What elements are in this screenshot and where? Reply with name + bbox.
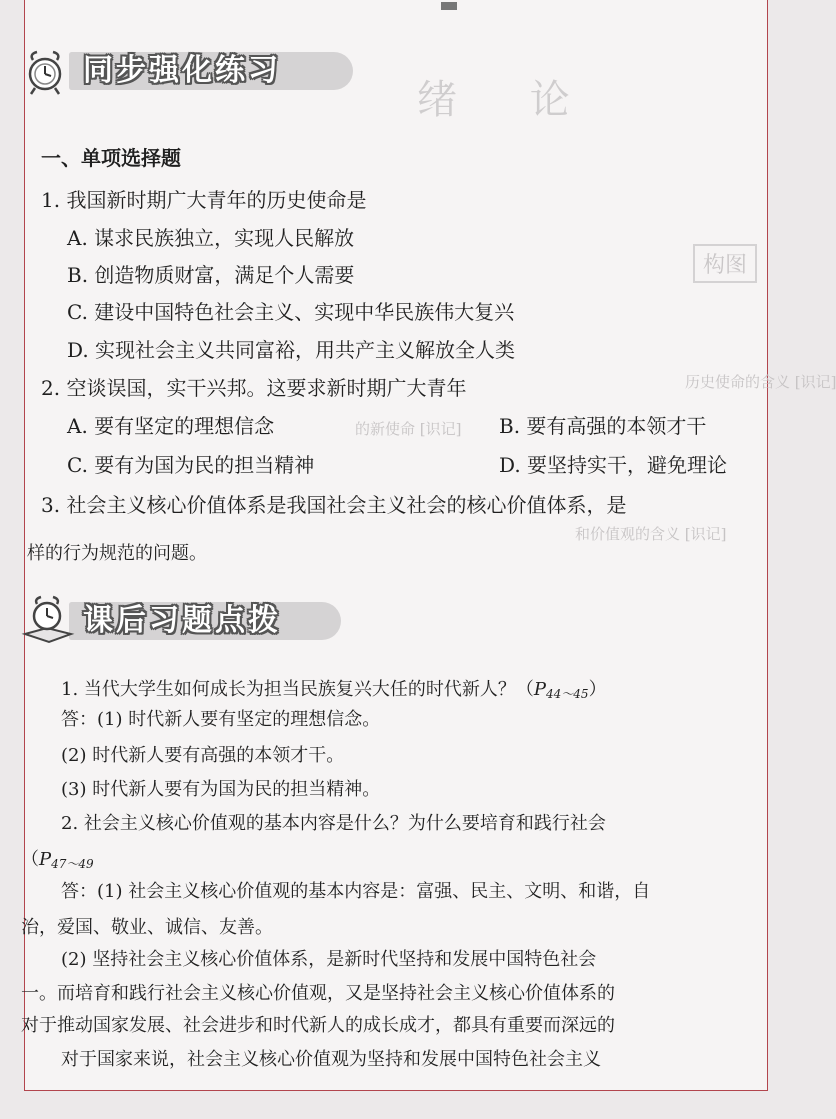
question-2-option-c: C. 要有为国为民的担当精神 (67, 453, 315, 477)
answer-q1-intro: 答：(1) 时代新人要有坚定的理想信念。 (61, 709, 381, 730)
section-banner-exercise-tips (25, 594, 355, 646)
question-1-stem: 1. 我国新时期广大青年的历史使命是 (41, 188, 367, 212)
page-ref-1-p: P (533, 679, 547, 700)
section-heading-single-choice: 一、单项选择题 (41, 146, 181, 170)
section-banner-practice (25, 44, 365, 96)
answer-q1-point-3: (3) 时代新人要有为国为民的担当精神。 (61, 779, 381, 800)
answer-q2-point-2-cont-2: 对于推动国家发展、社会进步和时代新人的成长成才，都具有重要而深远的 (21, 1015, 615, 1036)
ghost-map-label: 构图 (693, 244, 757, 283)
question-2-option-a: A. 要有坚定的理想信念 (67, 414, 275, 438)
question-1-option-a: A. 谋求民族独立，实现人民解放 (67, 226, 355, 250)
ghost-title: 绪 论 (417, 77, 600, 123)
question-3-stem: 3. 社会主义核心价值体系是我国社会主义社会的核心价值体系，是 (41, 493, 627, 517)
question-1-option-b: B. 创造物质财富，满足个人需要 (67, 263, 355, 287)
question-3-continuation: 样的行为规范的问题。 (27, 543, 207, 564)
question-1-option-c: C. 建设中国特色社会主义、实现中华民族伟大复兴 (67, 300, 515, 324)
alarm-clock-icon (23, 44, 73, 96)
exercise-tips-banner-title: 课后习题点拨 (83, 603, 281, 638)
question-1-option-d: D. 实现社会主义共同富裕，用共产主义解放全人类 (67, 338, 516, 362)
answer-q2-point-2: (2) 坚持社会主义核心价值体系，是新时代坚持和发展中国特色社会 (61, 949, 597, 970)
textbook-page (21, 0, 836, 1091)
page-ref-1-close: ） (588, 679, 607, 700)
practice-banner-title: 同步强化练习 (83, 53, 281, 88)
answer-q2-point-1-cont: 治，爱国、敬业、诚信、友善。 (21, 917, 273, 938)
clock-on-book-icon (23, 594, 73, 646)
answer-q2-point-1: 答：(1) 社会主义核心价值观的基本内容是：富强、民主、文明、和谐，自 (61, 881, 651, 902)
question-2-option-d: D. 要坚持实干，避免理论 (499, 453, 728, 477)
page-ref-2: （$P_{47\sim 49}$ (21, 849, 94, 871)
question-2-stem: 2. 空谈误国，实干兴邦。这要求新时期广大青年 (41, 376, 467, 400)
answer-q1-question: 1. 当代大学生如何成长为担当民族复兴大任的时代新人？$(P_{44\sim 45})$ (61, 679, 607, 701)
answer-q2-point-2-cont-1: 一。而培育和践行社会主义核心价值观，又是坚持社会主义核心价值体系的 (21, 983, 615, 1004)
page-ref-1-pages: 44～45 (546, 687, 589, 701)
page-top-mark (441, 2, 457, 10)
answer-q2-point-2-cont-3: 对于国家来说，社会主义核心价值观为坚持和发展中国特色社会主义 (61, 1049, 601, 1070)
ghost-note-1: 历史使命的含义 [识记] (685, 373, 836, 391)
question-2-option-b: B. 要有高强的本领才干 (499, 414, 707, 438)
answer-q1-point-2: (2) 时代新人要有高强的本领才干。 (61, 745, 345, 766)
ghost-note-3: 和价值观的含义 [识记] (575, 525, 727, 543)
answer-q2-question: 2. 社会主义核心价值观的基本内容是什么？为什么要培育和践行社会 (61, 813, 606, 834)
ghost-note-2: 的新使命 [识记] (355, 420, 462, 438)
